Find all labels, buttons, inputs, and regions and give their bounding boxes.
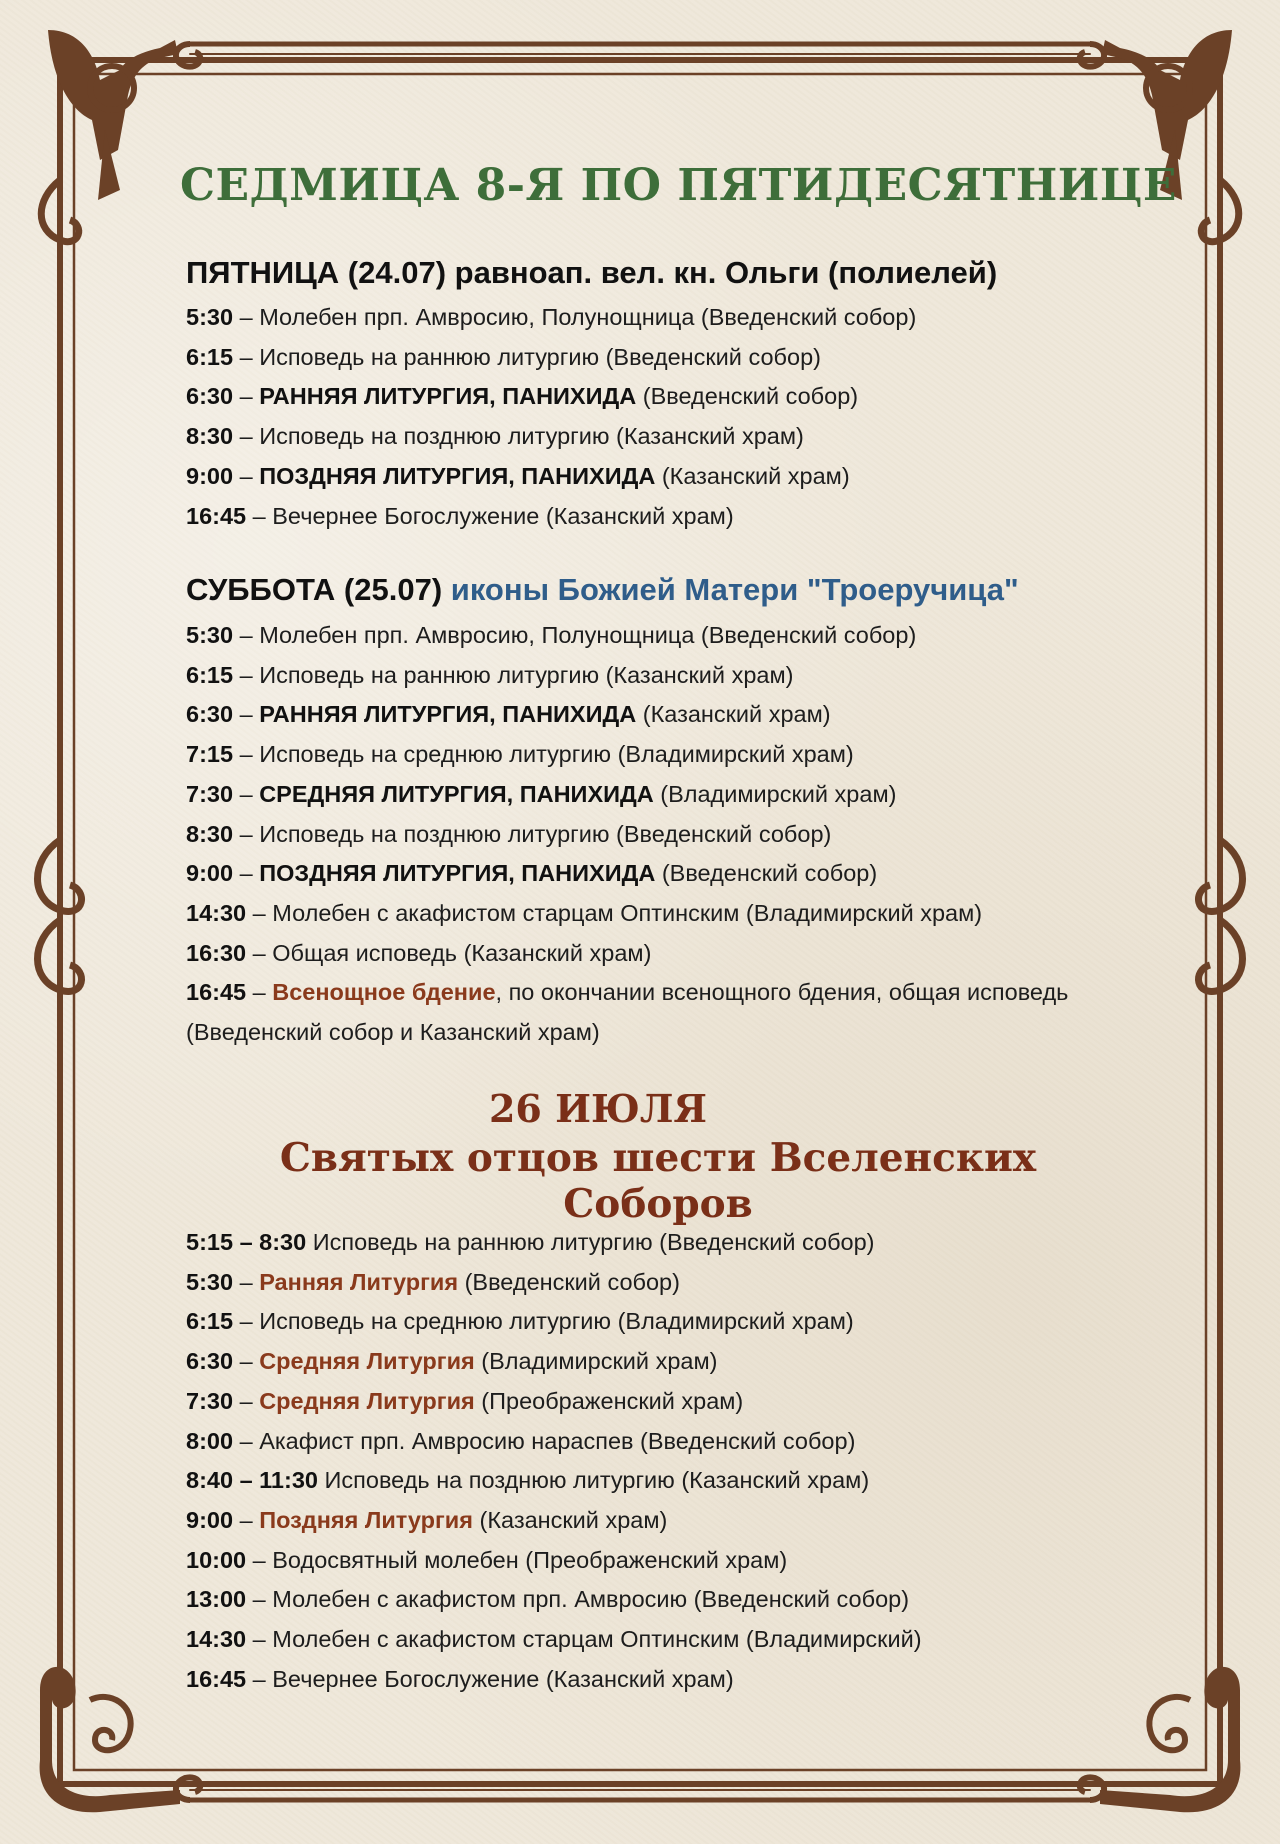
event-time: 7:30 <box>186 1387 234 1414</box>
event-description: Молебен с акафистом старцам Оптинским (Владимирский) <box>272 1626 922 1653</box>
event-time: 6:30 <box>186 701 234 728</box>
event-description: Исповедь на позднюю литургию (Казанский храм) <box>324 1467 870 1494</box>
page-title: СЕДМИЦА 8-Я ПО ПЯТИДЕСЯТНИЦЕ <box>180 160 1177 211</box>
event-description: Исповедь на среднюю литургию (Владимирский храм) <box>259 741 854 768</box>
schedule-row: 5:30 – Ранняя Литургия (Введенский собор) <box>186 1268 680 1295</box>
schedule-row: 6:30 – РАННЯЯ ЛИТУРГИЯ, ПАНИХИДА (Введенский собор) <box>186 383 859 410</box>
event-service: Ранняя Литургия <box>259 1268 459 1295</box>
event-description: Исповедь на среднюю литургию (Владимирский храм) <box>259 1308 854 1335</box>
friday-schedule <box>186 298 916 536</box>
schedule-row: 5:30 – Молебен прп. Амвросию, Полунощница (Введенский собор) <box>186 304 917 330</box>
event-description: Молебен прп. Амвросию, Полунощница (Введенский собор) <box>259 622 917 648</box>
schedule-row: 8:30 – Исповедь на позднюю литургию (Казанский храм) <box>186 423 804 450</box>
schedule-row: 6:30 – Средняя Литургия (Владимирский храм) <box>186 1348 718 1375</box>
event-description: (Казанский храм) <box>472 1506 668 1533</box>
schedule-row: 14:30 – Молебен с акафистом старцам Оптинским (Владимирский) <box>186 1626 922 1653</box>
event-time: 9:00 <box>186 462 234 489</box>
friday-heading: ПЯТНИЦА (24.07) равноап. вел. кн. Ольги (полиелей) <box>186 255 998 290</box>
event-description: Молебен прп. Амвросию, Полунощница (Введенский собор) <box>259 304 917 330</box>
corner-angel-icon <box>48 30 178 200</box>
event-time: 5:15 – 8:30 <box>186 1229 307 1255</box>
event-description: (Введенский собор) <box>655 860 878 887</box>
event-time: 16:45 <box>186 502 247 529</box>
event-time: 5:30 <box>186 304 234 330</box>
event-time: 8:00 <box>186 1427 234 1454</box>
event-service: Средняя Литургия <box>259 1387 475 1414</box>
saturday-heading <box>186 572 1019 608</box>
event-service: ПОЗДНЯЯ ЛИТУРГИЯ, ПАНИХИДА <box>259 860 656 887</box>
schedule-row: 5:30 – Молебен прп. Амвросию, Полунощница (Введенский собор) <box>186 622 917 648</box>
event-description: Исповедь на раннюю литургию (Казанский храм) <box>259 661 794 688</box>
event-time: 16:30 <box>186 939 247 966</box>
event-time: 8:40 – 11:30 <box>186 1467 318 1494</box>
event-description: Исповедь на раннюю литургию (Введенский собор) <box>312 1229 875 1255</box>
schedule-row: 6:15 – Исповедь на раннюю литургию (Казанский храм) <box>186 661 794 688</box>
event-time: 10:00 <box>186 1546 247 1573</box>
event-description: Молебен с акафистом старцам Оптинским (Владимирский храм) <box>272 899 983 926</box>
event-time: 6:15 <box>186 1308 234 1335</box>
event-description: (Преображенский храм) <box>474 1387 744 1414</box>
event-description: Исповедь на позднюю литургию (Введенский собор) <box>259 820 832 847</box>
event-description: (Введенский собор) <box>636 383 859 410</box>
event-service: ПОЗДНЯЯ ЛИТУРГИЯ, ПАНИХИДА <box>259 462 656 489</box>
schedule-row: 6:30 – РАННЯЯ ЛИТУРГИЯ, ПАНИХИДА (Казанский храм) <box>186 701 831 728</box>
event-description: Общая исповедь (Казанский храм) <box>272 939 652 966</box>
event-time: 9:00 <box>186 860 234 887</box>
event-service: Всенощное бдение <box>272 979 496 1006</box>
event-time: 14:30 <box>186 899 247 926</box>
event-time: 13:00 <box>186 1586 247 1613</box>
event-time: 8:30 <box>186 820 234 847</box>
schedule-row: 7:30 – СРЕДНЯЯ ЛИТУРГИЯ, ПАНИХИДА (Владимирский храм) <box>186 780 897 807</box>
event-description: Исповедь на раннюю литургию (Введенский собор) <box>259 343 821 370</box>
schedule-row <box>186 1223 922 1263</box>
event-time: 16:45 <box>186 1665 247 1692</box>
event-service: Поздняя Литургия <box>259 1506 473 1533</box>
schedule-row: 14:30 – Молебен с акафистом старцам Оптинским (Владимирский храм) <box>186 899 983 926</box>
event-time: 9:00 <box>186 1506 234 1533</box>
schedule-row: 16:45 – Вечернее Богослужение (Казанский храм) <box>186 502 734 529</box>
event-service: СРЕДНЯЯ ЛИТУРГИЯ, ПАНИХИДА <box>259 780 654 807</box>
event-service: РАННЯЯ ЛИТУРГИЯ, ПАНИХИДА <box>259 701 637 728</box>
schedule-row: 6:15 – Исповедь на раннюю литургию (Введенский собор) <box>186 343 821 370</box>
sunday-schedule <box>186 1223 922 1699</box>
event-service: Средняя Литургия <box>259 1348 475 1375</box>
schedule-row: 8:30 – Исповедь на позднюю литургию (Введенский собор) <box>186 820 832 847</box>
event-time: 16:45 <box>186 979 247 1006</box>
event-description: Исповедь на позднюю литургию (Казанский храм) <box>259 423 804 450</box>
event-time: 6:30 <box>186 383 234 410</box>
event-description: Акафист прп. Амвросию нараспев (Введенский собор) <box>259 1427 856 1454</box>
event-service: РАННЯЯ ЛИТУРГИЯ, ПАНИХИДА <box>259 383 637 410</box>
schedule-row: 16:45 – Вечернее Богослужение (Казанский храм) <box>186 1665 734 1692</box>
event-description: (Казанский храм) <box>655 462 850 489</box>
schedule-row: 6:15 – Исповедь на среднюю литургию (Владимирский храм) <box>186 1308 854 1335</box>
saturday-heading-feast: иконы Божией Матери "Троеручица" <box>450 572 1019 607</box>
schedule-row: 9:00 – ПОЗДНЯЯ ЛИТУРГИЯ, ПАНИХИДА (Введенский собор) <box>186 860 878 887</box>
event-description: (Казанский храм) <box>636 701 831 728</box>
event-time: 5:30 <box>186 1268 234 1295</box>
schedule-row: 8:00 – Акафист прп. Амвросию нараспев (Введенский собор) <box>186 1427 856 1454</box>
event-description: Вечернее Богослужение (Казанский храм) <box>272 502 734 529</box>
event-time: 7:15 <box>186 741 234 768</box>
holiday-date: 26 ИЮЛЯ <box>488 1086 708 1131</box>
schedule-row: 10:00 – Водосвятный молебен (Преображенский храм) <box>186 1546 788 1573</box>
schedule-row: 9:00 – Поздняя Литургия (Казанский храм) <box>186 1506 668 1533</box>
event-time: 8:30 <box>186 423 234 450</box>
event-time: 7:30 <box>186 780 234 807</box>
event-description: , по окончании всенощного бдения, общая исповедь (Введенский собор и Казанский храм) <box>186 979 1069 1046</box>
event-description: Молебен с акафистом прп. Амвросию (Введенский собор) <box>272 1586 910 1613</box>
schedule-row: 16:45 – Всенощное бдение, по окончании всенощного бдения, общая исповедь (Введенский собор и Казанский храм) <box>186 979 1069 1046</box>
event-description: (Введенский собор) <box>458 1268 680 1295</box>
event-time: 6:15 <box>186 343 234 370</box>
holiday-name: Святых отцов шести Вселенских Соборов <box>279 1135 1037 1227</box>
schedule-row <box>186 1461 922 1501</box>
schedule-row: 9:00 – ПОЗДНЯЯ ЛИТУРГИЯ, ПАНИХИДА (Казанский храм) <box>186 462 850 489</box>
schedule-row: 7:30 – Средняя Литургия (Преображенский храм) <box>186 1387 744 1414</box>
schedule-row: 16:30 – Общая исповедь (Казанский храм) <box>186 939 652 966</box>
schedule-row: 7:15 – Исповедь на среднюю литургию (Владимирский храм) <box>186 741 854 768</box>
saturday-schedule <box>186 616 1086 1053</box>
event-description: (Владимирский храм) <box>653 780 897 807</box>
event-time: 5:30 <box>186 622 234 648</box>
event-description: Водосвятный молебен (Преображенский храм) <box>272 1546 788 1573</box>
event-time: 6:30 <box>186 1348 234 1375</box>
event-time: 14:30 <box>186 1626 247 1653</box>
event-time: 6:15 <box>186 661 234 688</box>
saturday-heading-date: СУББОТА (25.07) <box>186 572 451 607</box>
event-description: (Владимирский храм) <box>474 1348 718 1375</box>
schedule-row: 13:00 – Молебен с акафистом прп. Амвросию (Введенский собор) <box>186 1586 910 1613</box>
event-description: Вечернее Богослужение (Казанский храм) <box>272 1665 734 1692</box>
holiday-heading <box>186 1086 1130 1227</box>
